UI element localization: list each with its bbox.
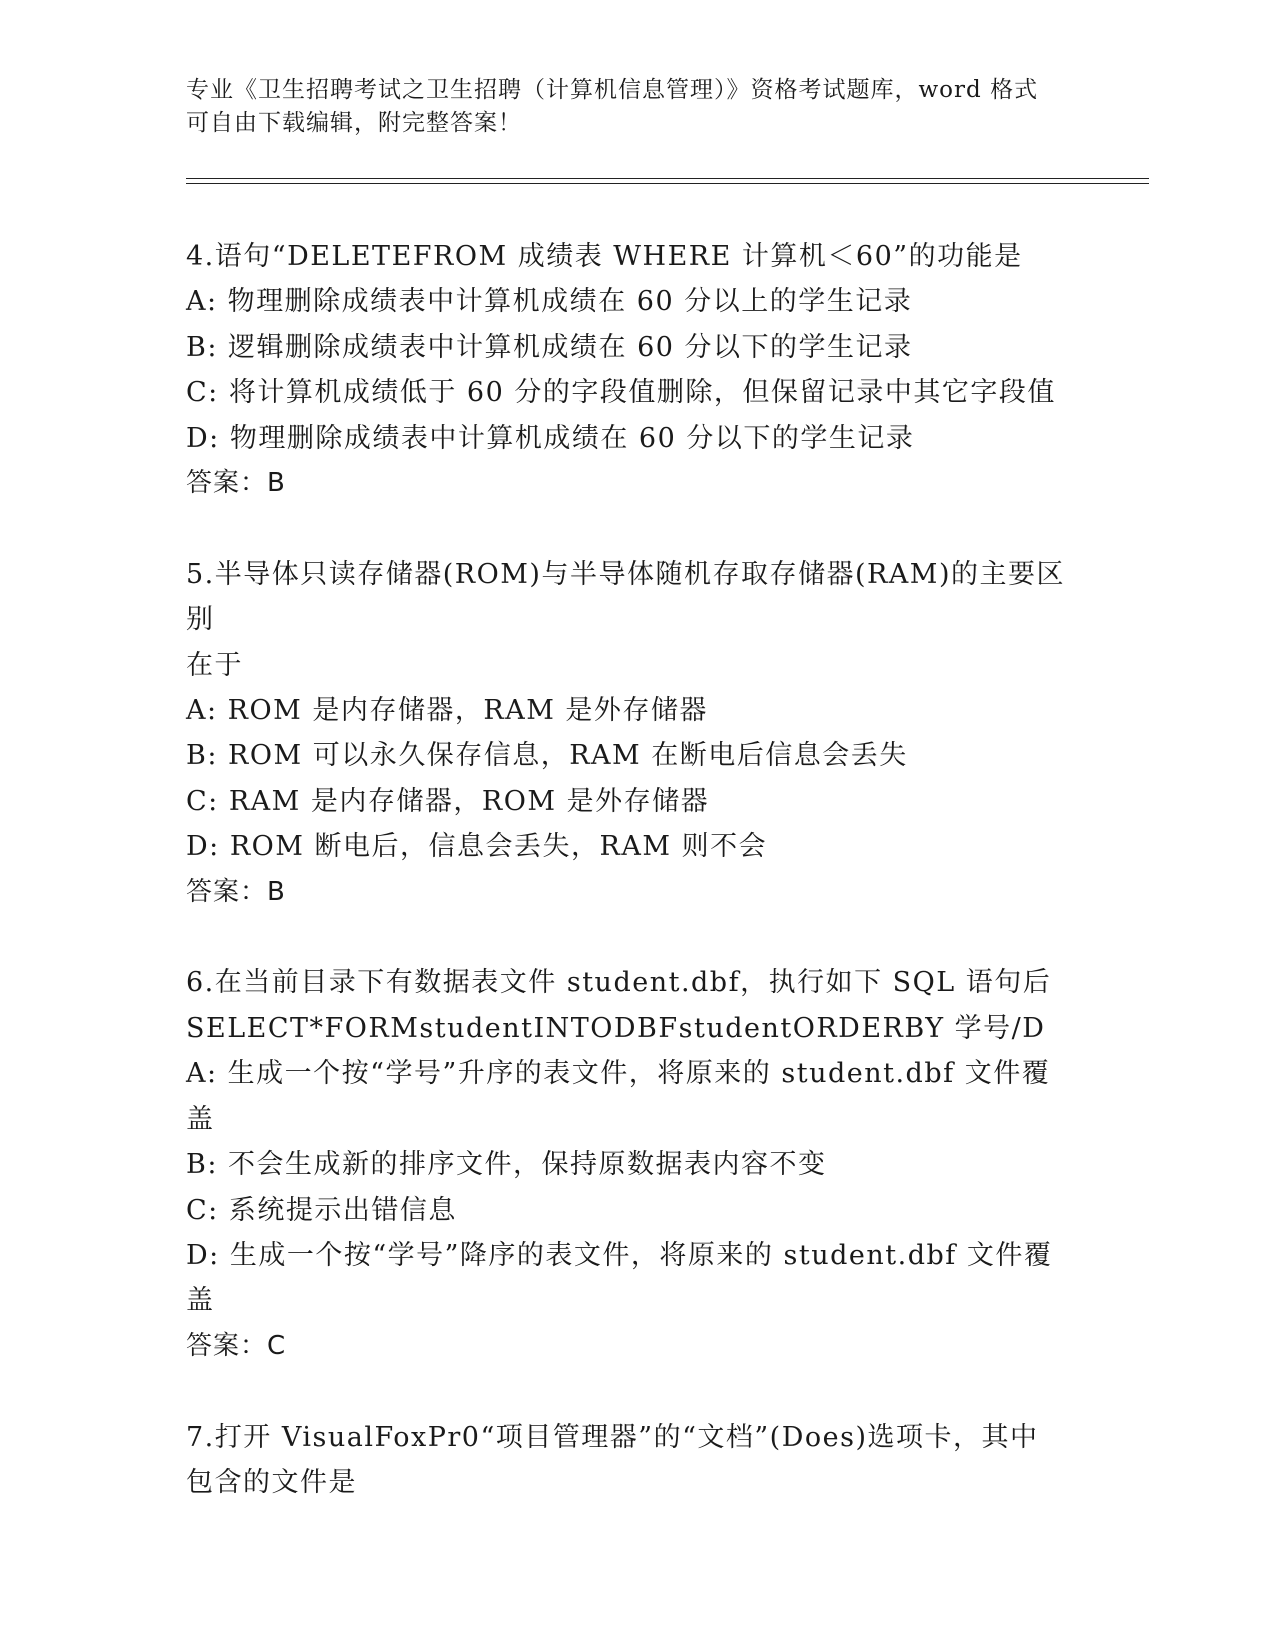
header-line-2: 可自由下载编辑，附完整答案！ [186, 110, 522, 136]
header-line-1: 专业《卫生招聘考试之卫生招聘（计算机信息管理）》资格考试题库，word 格式 [186, 77, 1039, 103]
question-stem: 7.打开 VisualFoxPr0“项目管理器”的“文档”(Does)选项卡，其中 [186, 1421, 1039, 1453]
option-c: C: 将计算机成绩低于 60 分的字段值删除，但保留记录中其它字段值 [186, 377, 1056, 409]
option-b: B: 逻辑删除成绩表中计算机成绩在 60 分以下的学生记录 [186, 331, 913, 363]
question-4 [186, 234, 1086, 506]
spacer [186, 506, 1086, 551]
header-divider-top [186, 178, 1149, 179]
answer-line: 答案：B [186, 468, 286, 499]
option-c: C: RAM 是内存储器，ROM 是外存储器 [186, 785, 710, 817]
option-a: A: ROM 是内存储器，RAM 是外存储器 [186, 695, 708, 727]
option-b: B: 不会生成新的排序文件，保持原数据表内容不变 [186, 1149, 827, 1181]
header-divider-bottom [186, 183, 1149, 184]
option-d: D: 物理删除成绩表中计算机成绩在 60 分以下的学生记录 [186, 422, 915, 454]
question-list [186, 234, 1086, 1505]
question-stem-continued: SELECT*FORMstudentINTODBFstudentORDERBY 学号/D [186, 1012, 1046, 1044]
document-header [186, 74, 1066, 140]
question-stem: 4.语句“DELETEFROM 成绩表 WHERE 计算机＜60”的功能是 [186, 241, 1023, 272]
question-stem: 6.在当前目录下有数据表文件 student.dbf，执行如下 SQL 语句后 [186, 967, 1052, 999]
question-5 [186, 552, 1086, 915]
option-a-continued: 盖 [186, 1103, 215, 1135]
question-stem-continued: 在于 [186, 649, 243, 681]
option-d-continued: 盖 [186, 1285, 215, 1317]
spacer [186, 1369, 1086, 1414]
option-b: B: ROM 可以永久保存信息，RAM 在断电后信息会丢失 [186, 740, 908, 772]
question-stem-continued: 包含的文件是 [186, 1466, 357, 1498]
answer-line: 答案：B [186, 876, 286, 907]
question-7 [186, 1415, 1086, 1506]
option-d: D: ROM 断电后，信息会丢失，RAM 则不会 [186, 831, 768, 863]
question-stem: 5.半导体只读存储器(ROM)与半导体随机存取存储器(RAM)的主要区别 [186, 558, 1065, 636]
option-c: C: 系统提示出错信息 [186, 1194, 457, 1226]
option-d: D: 生成一个按“学号”降序的表文件，将原来的 student.dbf 文件覆 [186, 1239, 1053, 1271]
answer-line: 答案：C [186, 1330, 287, 1361]
option-a: A: 生成一个按“学号”升序的表文件，将原来的 student.dbf 文件覆 [186, 1058, 1051, 1090]
question-6 [186, 960, 1086, 1369]
spacer [186, 915, 1086, 960]
option-a: A: 物理删除成绩表中计算机成绩在 60 分以上的学生记录 [186, 286, 913, 318]
